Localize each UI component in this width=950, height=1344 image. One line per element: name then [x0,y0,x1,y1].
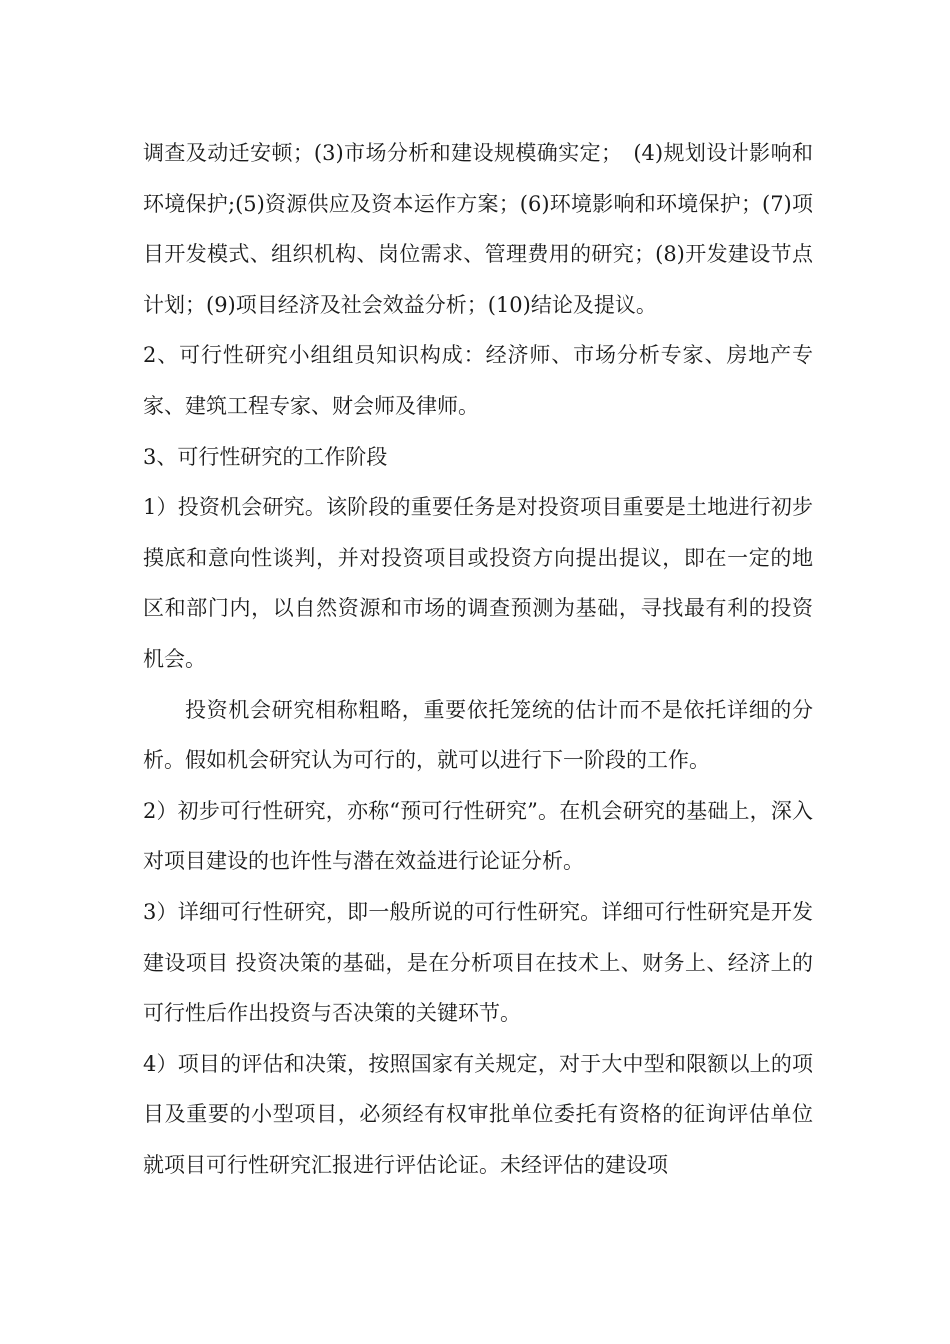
paragraph-opportunity-study: 1）投资机会研究。该阶段的重要任务是对投资项目重要是土地进行初步摸底和意向性谈判，并对投资项目或投资方向提出提议，即在一定的地区和部门内，以自然资源和市场的调查预测为基础，寻找最有利的投资机会。 [143,495,813,671]
document-body [143,128,813,1190]
paragraph-detailed-study: 3）详细可行性研究，即一般所说的可行性研究。详细可行性研究是开发建设项目 投资决策的基础，是在分析项目在技术上、财务上、经济上的可行性后作出投资与否决策的关键环节。 [143,899,813,1026]
paragraph-scope-items: 调查及动迁安顿；(3)市场分析和建设规模确实定； (4)规划设计影响和环境保护;(5)资源供应及资本运作方案；(6)环境影响和环境保护；(7)项目开发模式、组织机构、岗位需求、管理费用的研究；(8)开发建设节点计划；(9)项目经济及社会效益分析；(10)结论及提议。 [143,141,813,317]
paragraph-work-stages-heading: 3、可行性研究的工作阶段 [143,444,388,469]
paragraph-team-composition: 2、可行性研究小组组员知识构成：经济师、市场分析专家、房地产专家、建筑工程专家、财会师及律师。 [143,343,813,418]
paragraph-opportunity-study-note: 投资机会研究相称粗略，重要依托笼统的估计而不是依托详细的分析。假如机会研究认为可行的，就可以进行下一阶段的工作。 [143,697,813,773]
paragraph-preliminary-study: 2）初步可行性研究，亦称“预可行性研究”。在机会研究的基础上，深入对项目建设的也许性与潜在效益进行论证分析。 [143,798,813,874]
paragraph-evaluation-decision: 4）项目的评估和决策，按照国家有关规定，对于大中型和限额以上的项目及重要的小型项目，必须经有权审批单位委托有资格的征询评估单位就项目可行性研究汇报进行评估论证。未经评估的建设项 [143,1051,813,1177]
